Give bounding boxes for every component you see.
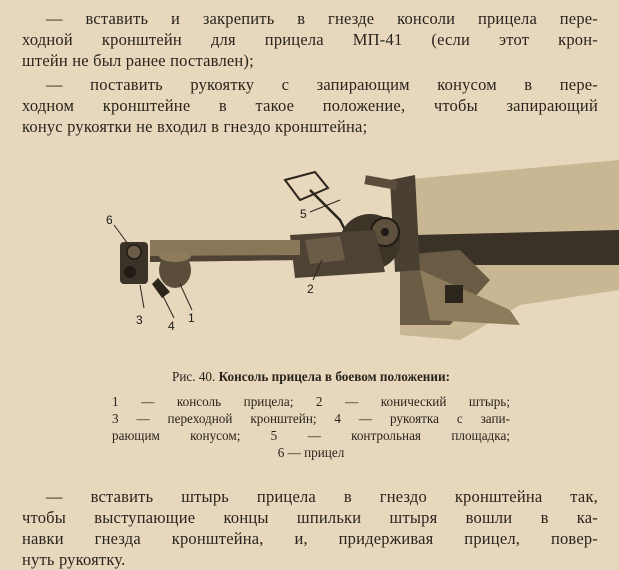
- label-1: 1: [188, 311, 195, 325]
- mount-wheel-hub: [381, 228, 389, 236]
- label-5: 5: [300, 207, 307, 221]
- text-line: ходном кронштейне в такое положение, чтобы запирающий: [22, 96, 598, 115]
- label-2: 2: [307, 282, 314, 296]
- caption-prefix: Рис. 40.: [172, 369, 216, 384]
- text-line: — вставить и закрепить в гнезде консоли прицела пере-: [46, 9, 598, 28]
- leader-line-4: [162, 294, 174, 318]
- label-3: 3: [136, 313, 143, 327]
- legend-line: рающим конусом; 5 — контрольная площадка;: [112, 428, 510, 443]
- bracket-top: [159, 250, 191, 262]
- leader-line-5: [310, 200, 340, 212]
- caption-heading: [112, 368, 510, 385]
- text-line: штейн не был ранее поставлен);: [22, 51, 254, 70]
- legend-line: 3 — переходной кронштейн; 4 — рукоятка с запи-: [112, 411, 510, 426]
- text-line: навки гнезда кронштейна, и, придерживая прицел, повер-: [22, 529, 598, 548]
- conical-pin: [305, 236, 345, 264]
- sight-knob: [127, 245, 141, 259]
- paragraph-insert-bracket: [22, 8, 598, 71]
- leader-line-1: [180, 284, 192, 310]
- figure-caption-title: [112, 368, 510, 385]
- legend-line: 6 — прицел: [277, 445, 345, 460]
- leader-line-6: [114, 225, 128, 244]
- text-line: — вставить штырь прицела в гнездо кронштейна так,: [46, 487, 598, 506]
- caption-title: Консоль прицела в боевом положении:: [218, 369, 450, 384]
- text-line: чтобы выступающие концы шпильки штыря вошли в ка-: [22, 508, 598, 527]
- paragraph-position-handle: [22, 74, 598, 137]
- legend-line: 1 — консоль прицела; 2 — конический штырь;: [112, 394, 510, 409]
- sight-console-illustration: [100, 160, 619, 365]
- top-bar: [364, 175, 397, 189]
- text-line: ходной кронштейн для прицела МП-41 (если этот крон-: [22, 30, 598, 49]
- label-4: 4: [168, 319, 175, 333]
- bolt-block: [445, 285, 463, 303]
- text-line: — поставить рукоятку с запирающим конусом в пере-: [46, 75, 598, 94]
- control-platform: [285, 172, 328, 200]
- text-line: конус рукоятки не входил в гнездо кронштейна;: [22, 117, 368, 136]
- figure-caption-legend: [112, 393, 510, 461]
- leader-line-3: [140, 285, 144, 308]
- text-line: нуть рукоятку.: [22, 550, 126, 569]
- sight-lens: [124, 266, 136, 278]
- paragraph-insert-pin: [22, 486, 598, 570]
- label-6: 6: [106, 213, 113, 227]
